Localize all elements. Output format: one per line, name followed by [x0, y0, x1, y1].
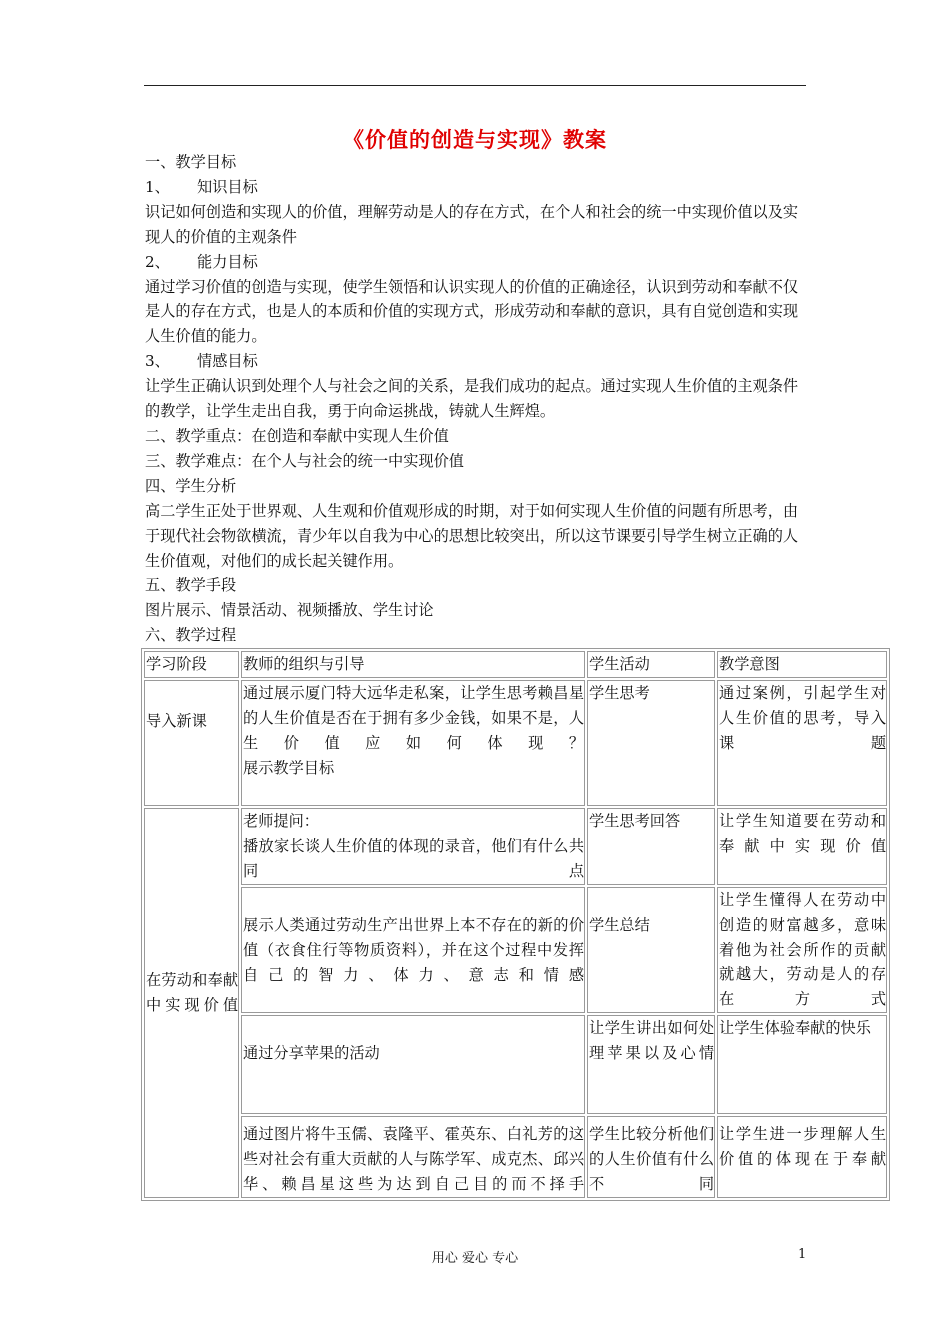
row1-intent: 通过案例，引起学生对人生价值的思考，导入课题 — [717, 680, 887, 806]
table-row — [144, 808, 887, 885]
row3-teacher — [241, 887, 585, 1014]
row3-student — [587, 887, 715, 1014]
row2-teacher-text: 老师提问： — [243, 812, 319, 830]
objective-1-title: 知识目标 — [197, 177, 258, 196]
row3-student-text: 学生总结 — [589, 915, 650, 934]
header-teacher: 教师的组织与引导 — [241, 651, 585, 678]
objective-2-title: 能力目标 — [197, 252, 258, 271]
section-3-difficulty: 三、教学难点：在个人与社会的统一中实现价值 — [145, 451, 464, 470]
section-5-heading: 五、教学手段 — [145, 576, 237, 595]
row5-intent: 让学生进一步理解人生价值的体现在于奉献 — [717, 1116, 887, 1198]
row1-teacher-text-2: 展示教学目标 — [243, 758, 335, 777]
table-row — [144, 680, 887, 806]
objective-3-title: 情感目标 — [197, 352, 258, 371]
header-stage: 学习阶段 — [144, 651, 239, 678]
header-student: 学生活动 — [587, 651, 715, 678]
section-5-text: 图片展示、情景活动、视频播放、学生讨论 — [145, 601, 434, 620]
section-2-key-point: 二、教学重点：在创造和奉献中实现人生价值 — [145, 426, 449, 445]
table-header-row — [144, 651, 887, 678]
table-row — [144, 887, 887, 1014]
objective-2-heading — [145, 250, 810, 275]
row3-intent: 让学生懂得人在劳动中创造的财富越多，意味着他为社会所作的贡献就越大，劳动是人的存在方式 — [717, 887, 887, 1014]
stage-labor-label: 在劳动和奉献中实现价值 — [146, 971, 238, 1014]
stage-labor — [144, 808, 239, 1198]
section-4-text: 高二学生正处于世界观、人生观和价值观形成的时期，对于如何实现人生价值的问题有所思考，由于现代社会物欲横流，青少年以自我为中心的思想比较突出，所以这节课要引导学生树立正确的人生价值观，对他们的成长起关键作用。 — [145, 501, 799, 570]
row2-teacher — [241, 808, 585, 885]
objective-1-text: 识记如何创造和实现人的价值，理解劳动是人的存在方式，在个人和社会的统一中实现价值以及实现人的价值的主观条件 — [145, 202, 799, 246]
objective-1-heading — [145, 175, 810, 200]
teaching-process-table — [141, 648, 890, 1201]
row2-student: 学生思考回答 — [587, 808, 715, 885]
row1-teacher — [241, 680, 585, 806]
row1-teacher-text: 通过展示厦门特大远华走私案，让学生思考赖昌星的人生价值是否在于拥有多少金钱，如果不是，人生价值应如何体现？ — [243, 684, 584, 752]
objective-3-number: 3、 — [145, 352, 170, 371]
row2-teacher-text-2: 播放家长谈人生价值的体现的录音，他们有什么共同点 — [243, 836, 584, 880]
document-title: 《价值的创造与实现》教案 — [343, 127, 607, 152]
row4-teacher — [241, 1015, 585, 1114]
objective-3-text: 让学生正确认识到处理个人与社会之间的关系，是我们成功的起点。通过实现人生价值的主观条件的教学，让学生走出自我，勇于向命运挑战，铸就人生辉煌。 — [145, 377, 799, 421]
header-rule — [144, 85, 806, 86]
row4-student: 让学生讲出如何处理苹果以及心情 — [587, 1015, 715, 1114]
table-row — [144, 1116, 887, 1198]
page-number: 1 — [798, 1247, 807, 1262]
section-4-heading: 四、学生分析 — [145, 476, 237, 495]
row4-intent: 让学生体验奉献的快乐 — [717, 1015, 887, 1114]
objective-2-number: 2、 — [145, 252, 170, 271]
row5-teacher: 通过图片将牛玉儒、袁隆平、霍英东、白礼芳的这些对社会有重大贡献的人与陈学军、成克杰、邱兴华、赖昌星这些为达到自己目的而不择手 — [241, 1116, 585, 1198]
row3-teacher-text: 展示人类通过劳动生产出世界上本不存在的新的价值（衣食住行等物质资料），并在这个过程中发挥自己的智力、体力、意志和情感 — [243, 915, 584, 984]
document-body — [145, 150, 810, 648]
section-6-heading: 六、教学过程 — [145, 626, 237, 645]
row5-student: 学生比较分析他们的人生价值有什么不同 — [587, 1116, 715, 1198]
objective-1-number: 1、 — [145, 177, 170, 196]
row1-student: 学生思考 — [587, 680, 715, 806]
objective-3-heading — [145, 349, 810, 374]
objective-2-text: 通过学习价值的创造与实现，使学生领悟和认识实现人的价值的正确途径，认识到劳动和奉献不仅是人的存在方式，也是人的本质和价值的实现方式，形成劳动和奉献的意识，具有自觉创造和实现人生价值的能力。 — [145, 277, 799, 346]
row2-intent: 让学生知道要在劳动和奉献中实现价值 — [717, 808, 887, 885]
section-1-heading: 一、教学目标 — [145, 153, 237, 171]
stage-intro — [144, 680, 239, 806]
table-row — [144, 1015, 887, 1114]
header-intent: 教学意图 — [717, 651, 887, 678]
stage-intro-label: 导入新课 — [146, 712, 207, 730]
row4-teacher-text: 通过分享苹果的活动 — [243, 1044, 380, 1063]
page-footer: 用心 爱心 专心 — [431, 1251, 519, 1266]
